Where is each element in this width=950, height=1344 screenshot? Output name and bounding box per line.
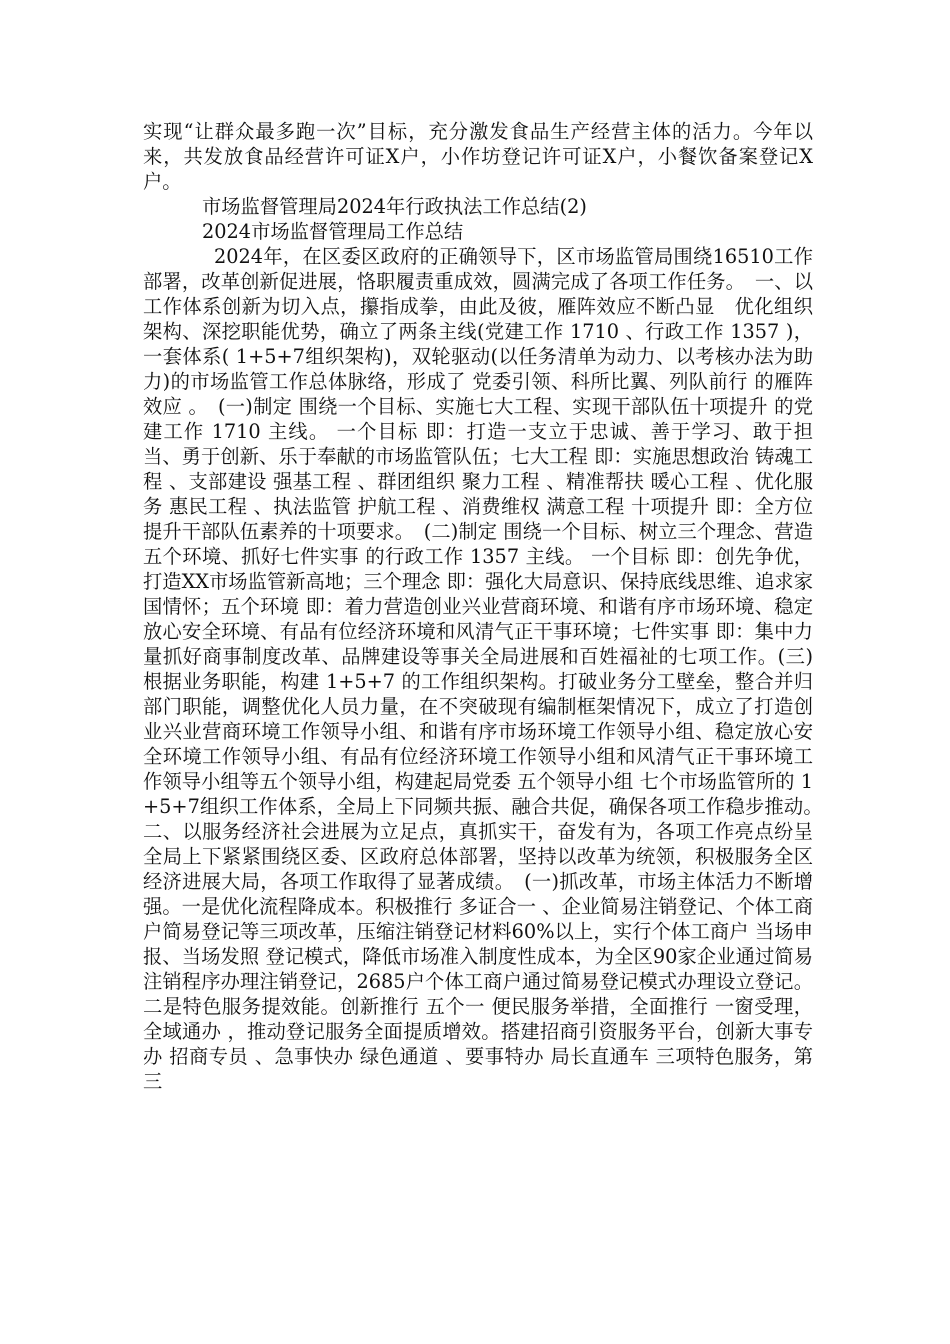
document-title: 市场监督管理局2024年行政执法工作总结(2) (202, 195, 587, 218)
body-paragraph: 2024年，在区委区政府的正确领导下，区市场监管局围绕16510工作部署，改革创新促进展，恪职履责重成效，圆满完成了各项工作任务。 一、以工作体系创新为切入点，攥指成拳，由此及彼，雁阵效应不断凸显 优化组织架构、深挖职能优势，确立了两条主线(党建工作 1710 、行政工作 1357 )，一套体系( 1+5+7组织架构)，双轮驱动(以任务清单为动力、以考核办法为助力)的市场监管工作总体脉络，形成了 党委引领、科所比翼、列队前行 的雁阵效应 。 (一)制定 围绕一个目标、实施七大工程、实现干部队伍十项提升 的党建工作 1710 主线。 一个目标 即：打造一支立于忠诚、善于学习、敢于担当、勇于创新、乐于奉献的市场监管队伍；七大工程 即：实施思想政治 铸魂工程 、支部建设 强基工程 、群团组织 聚力工程 、精准帮扶 暖心工程 、优化服务 惠民工程 、执法监管 护航工程 、消费维权 满意工程 十项提升 即：全方位提升干部队伍素养的十项要求。 (二)制定 围绕一个目标、树立三个理念、营造五个环境、抓好七件实事 的行政工作 1357 主线。 一个目标 即：创先争优，打造XX市场监管新高地；三个理念 即：强化大局意识、保持底线思维、追求家国情怀；五个环境 即：着力营造创业兴业营商环境、和谐有序市场环境、稳定放心安全环境、有品有位经济环境和风清气正干事环境；七件实事 即：集中力量抓好商事制度改革、品牌建设等事关全局进展和百姓福祉的七项工作。(三)根据业务职能，构建 1+5+7 的工作组织架构。打破业务分工壁垒，整合并归部门职能，调整优化人员力量，在不突破现有编制框架情况下，成立了打造创业兴业营商环境工作领导小组、和谐有序市场环境工作领导小组、稳定放心安全环境工作领导小组、有品有位经济环境工作领导小组和风清气正干事环境工作领导小组等五个领导小组，构建起局党委 五个领导小组 七个市场监管所的 1+5+7组织工作体系，全局上下同频共振、融合共促，确保各项工作稳步推动。 二、以服务经济社会进展为立足点，真抓实干，奋发有为，各项工作亮点纷呈 全局上下紧紧围绕区委、区政府总体部署，坚持以改革为统领，积极服务全区经济进展大局，各项工作取得了显著成绩。 (一)抓改革，市场主体活力不断增强。一是优化流程降成本。积极推行 多证合一 、企业简易注销登记、个体工商户简易登记等三项改革，压缩注销登记材料60%以上，实行个体工商户 当场申报、当场发照 登记模式，降低市场准入制度性成本，为全区90家企业通过简易注销程序办理注销登记，2685户个体工商户通过简易登记模式办理设立登记。二是特色服务提效能。创新推行 五个一 便民服务举措，全面推行 一窗受理，全域通办 ，推动登记服务全面提质增效。搭建招商引资服务平台，创新大事专办 招商专员 、急事快办 绿色通道 、要事特办 局长直通车 三项特色服务，第三 (143, 245, 833, 1093)
document-page (143, 119, 833, 1094)
intro-paragraph: 实现“让群众最多跑一次”目标，充分激发食品生产经营主体的活力。今年以来，共发放食品经营许可证X户，小作坊登记许可证X户，小餐饮备案登记X户。 (143, 120, 813, 193)
document-subtitle: 2024市场监督管理局工作总结 (202, 220, 464, 243)
